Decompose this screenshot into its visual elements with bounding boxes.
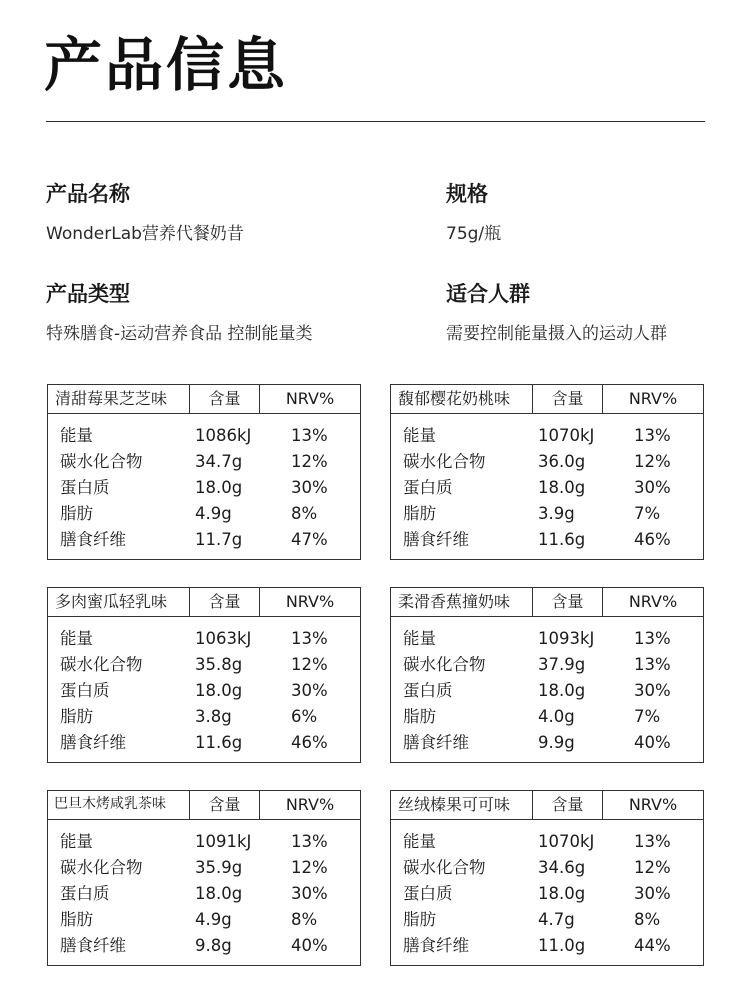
nutrient-name: 能量	[60, 426, 93, 445]
nutrient-name: 脂肪	[403, 910, 436, 929]
nutrition-table	[390, 384, 704, 560]
table-row	[48, 652, 360, 678]
nutrient-amount: 34.7g	[195, 452, 243, 471]
nrv-header: NRV%	[628, 592, 678, 611]
flavor-name: 丝绒榛果可可味	[391, 791, 533, 819]
nutrient-amount: 18.0g	[538, 478, 586, 497]
nutrient-name: 蛋白质	[60, 478, 110, 497]
nutrient-name: 膳食纤维	[403, 733, 469, 752]
nutrient-name: 脂肪	[60, 910, 93, 929]
table-header-row	[48, 791, 360, 820]
nutrient-nrv: 46%	[291, 733, 328, 752]
nutrient-name: 能量	[403, 629, 436, 648]
nutrient-name: 能量	[60, 629, 93, 648]
table-body	[391, 414, 703, 559]
nutrient-nrv: 8%	[291, 504, 318, 523]
nutrition-table	[390, 587, 704, 763]
table-row	[48, 527, 360, 553]
nutrition-table	[47, 790, 361, 966]
nutrient-name: 碳水化合物	[403, 452, 486, 471]
flavor-name: 巴旦木烤咸乳茶味	[48, 791, 190, 819]
amount-header: 含量	[190, 791, 260, 819]
nutrient-nrv: 30%	[634, 884, 671, 903]
nutrient-nrv: 12%	[291, 655, 328, 674]
spec-label: 规格	[446, 182, 488, 206]
nutrient-name: 碳水化合物	[60, 655, 143, 674]
table-row	[391, 704, 703, 730]
nutrient-nrv: 13%	[291, 629, 328, 648]
product-type-label: 产品类型	[46, 282, 130, 306]
nutrient-nrv: 13%	[634, 832, 671, 851]
table-row	[48, 678, 360, 704]
nutrient-name: 能量	[403, 426, 436, 445]
nutrient-amount: 35.9g	[195, 858, 243, 877]
audience-label: 适合人群	[446, 282, 530, 306]
product-type-value: 特殊膳食-运动营养食品 控制能量类	[46, 324, 313, 344]
amount-header: 含量	[533, 385, 603, 413]
nutrient-name: 脂肪	[403, 707, 436, 726]
nutrient-amount: 18.0g	[538, 681, 586, 700]
nutrient-name: 膳食纤维	[60, 530, 126, 549]
nutrient-nrv: 47%	[291, 530, 328, 549]
nutrient-nrv: 12%	[634, 452, 671, 471]
table-row	[48, 907, 360, 933]
table-row	[48, 449, 360, 475]
nutrient-name: 膳食纤维	[60, 733, 126, 752]
nutrient-amount: 11.7g	[195, 530, 243, 549]
table-body	[391, 617, 703, 762]
table-row	[48, 475, 360, 501]
table-row	[48, 704, 360, 730]
flavor-name: 柔滑香蕉撞奶味	[391, 588, 533, 616]
nutrient-amount: 9.8g	[195, 936, 232, 955]
table-row	[391, 501, 703, 527]
nutrient-nrv: 13%	[634, 629, 671, 648]
nutrient-nrv: 13%	[291, 832, 328, 851]
nutrient-amount: 4.9g	[195, 910, 232, 929]
nutrient-nrv: 12%	[634, 858, 671, 877]
nutrient-amount: 4.0g	[538, 707, 575, 726]
nutrient-name: 蛋白质	[403, 681, 453, 700]
nutrient-amount: 1086kJ	[195, 426, 252, 445]
nutrient-amount: 34.6g	[538, 858, 586, 877]
amount-header: 含量	[533, 588, 603, 616]
nutrient-name: 脂肪	[60, 504, 93, 523]
table-row	[391, 829, 703, 855]
nutrient-name: 脂肪	[403, 504, 436, 523]
nutrient-nrv: 30%	[291, 884, 328, 903]
nutrition-table	[47, 384, 361, 560]
nutrient-nrv: 7%	[634, 707, 661, 726]
product-name-label: 产品名称	[46, 182, 130, 206]
page-title: 产品信息	[44, 31, 289, 99]
flavor-name: 馥郁樱花奶桃味	[391, 385, 533, 413]
nutrient-amount: 35.8g	[195, 655, 243, 674]
nutrient-name: 蛋白质	[60, 681, 110, 700]
nutrient-nrv: 40%	[634, 733, 671, 752]
table-header-row	[48, 385, 360, 414]
nutrient-nrv: 6%	[291, 707, 318, 726]
nutrient-name: 碳水化合物	[403, 858, 486, 877]
nutrient-nrv: 12%	[291, 858, 328, 877]
nutrient-nrv: 13%	[291, 426, 328, 445]
nutrient-nrv: 46%	[634, 530, 671, 549]
nutrient-nrv: 30%	[634, 681, 671, 700]
nutrient-nrv: 13%	[634, 655, 671, 674]
nutrient-nrv: 40%	[291, 936, 328, 955]
table-row	[391, 652, 703, 678]
table-body	[391, 820, 703, 965]
table-row	[48, 626, 360, 652]
nutrition-table	[390, 790, 704, 966]
table-row	[48, 881, 360, 907]
nutrient-nrv: 30%	[634, 478, 671, 497]
nutrient-amount: 18.0g	[195, 884, 243, 903]
nutrient-nrv: 30%	[291, 681, 328, 700]
table-row	[48, 829, 360, 855]
table-row	[391, 855, 703, 881]
nutrient-amount: 1091kJ	[195, 832, 252, 851]
nrv-header: NRV%	[628, 795, 678, 814]
nutrient-amount: 18.0g	[195, 681, 243, 700]
table-row	[48, 501, 360, 527]
title-divider	[46, 121, 705, 122]
nutrient-amount: 4.9g	[195, 504, 232, 523]
table-row	[48, 730, 360, 756]
nutrient-name: 蛋白质	[403, 884, 453, 903]
table-row	[391, 626, 703, 652]
table-row	[391, 730, 703, 756]
table-header-row	[391, 385, 703, 414]
table-body	[48, 820, 360, 965]
nutrient-amount: 36.0g	[538, 452, 586, 471]
table-row	[48, 855, 360, 881]
nutrient-nrv: 30%	[291, 478, 328, 497]
nutrient-name: 碳水化合物	[60, 452, 143, 471]
table-body	[48, 617, 360, 762]
table-row	[391, 527, 703, 553]
flavor-name: 清甜莓果芝芝味	[48, 385, 190, 413]
table-row	[391, 678, 703, 704]
nrv-header: NRV%	[285, 592, 335, 611]
nutrient-nrv: 13%	[634, 426, 671, 445]
table-row	[391, 907, 703, 933]
nutrient-name: 碳水化合物	[60, 858, 143, 877]
nutrient-amount: 1063kJ	[195, 629, 252, 648]
amount-header: 含量	[533, 791, 603, 819]
nutrient-name: 膳食纤维	[403, 936, 469, 955]
nutrition-table	[47, 587, 361, 763]
nutrient-nrv: 7%	[634, 504, 661, 523]
nutrient-amount: 4.7g	[538, 910, 575, 929]
nutrient-name: 碳水化合物	[403, 655, 486, 674]
nutrient-name: 能量	[403, 832, 436, 851]
table-row	[391, 881, 703, 907]
nutrient-amount: 11.0g	[538, 936, 586, 955]
amount-header: 含量	[190, 385, 260, 413]
product-name-value: WonderLab营养代餐奶昔	[46, 224, 244, 244]
table-body	[48, 414, 360, 559]
table-row	[391, 423, 703, 449]
nutrient-name: 蛋白质	[403, 478, 453, 497]
nutrient-nrv: 12%	[291, 452, 328, 471]
audience-value: 需要控制能量摄入的运动人群	[446, 324, 667, 344]
nrv-header: NRV%	[628, 389, 678, 408]
nutrient-amount: 11.6g	[195, 733, 243, 752]
nutrient-nrv: 8%	[291, 910, 318, 929]
table-row	[391, 475, 703, 501]
table-header-row	[391, 791, 703, 820]
flavor-name: 多肉蜜瓜轻乳味	[48, 588, 190, 616]
table-header-row	[48, 588, 360, 617]
nutrient-name: 膳食纤维	[403, 530, 469, 549]
spec-value: 75g/瓶	[446, 224, 502, 244]
nutrient-amount: 1070kJ	[538, 832, 595, 851]
nutrient-name: 能量	[60, 832, 93, 851]
table-header-row	[391, 588, 703, 617]
nrv-header: NRV%	[285, 795, 335, 814]
nutrient-nrv: 44%	[634, 936, 671, 955]
amount-header: 含量	[190, 588, 260, 616]
nutrient-amount: 3.9g	[538, 504, 575, 523]
nutrient-name: 蛋白质	[60, 884, 110, 903]
nrv-header: NRV%	[285, 389, 335, 408]
nutrient-amount: 11.6g	[538, 530, 586, 549]
nutrient-amount: 9.9g	[538, 733, 575, 752]
nutrient-name: 脂肪	[60, 707, 93, 726]
nutrient-nrv: 8%	[634, 910, 661, 929]
nutrient-amount: 18.0g	[195, 478, 243, 497]
nutrient-amount: 1070kJ	[538, 426, 595, 445]
table-row	[48, 933, 360, 959]
nutrient-amount: 1093kJ	[538, 629, 595, 648]
table-row	[391, 449, 703, 475]
nutrient-amount: 3.8g	[195, 707, 232, 726]
nutrient-amount: 18.0g	[538, 884, 586, 903]
nutrient-name: 膳食纤维	[60, 936, 126, 955]
table-row	[391, 933, 703, 959]
table-row	[48, 423, 360, 449]
nutrient-amount: 37.9g	[538, 655, 586, 674]
